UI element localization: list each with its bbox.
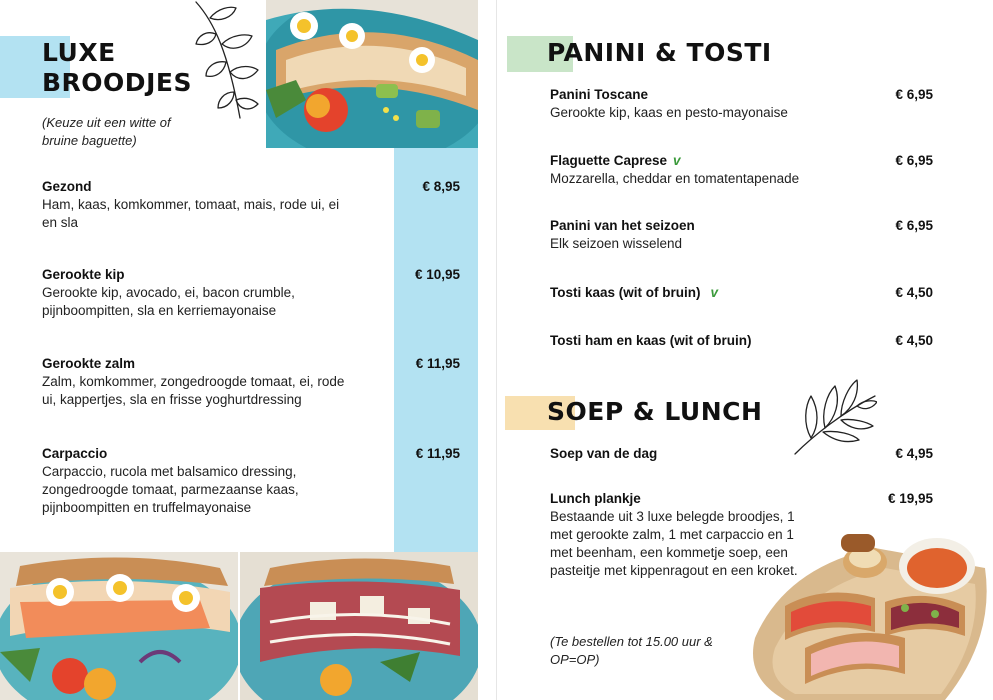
page-left (0, 0, 496, 700)
item-description: Ham, kaas, komkommer, tomaat, mais, rode ui, ei en sla (42, 197, 340, 230)
item-price: € 4,50 (895, 285, 933, 300)
item-price: € 8,95 (422, 179, 460, 194)
photo-gerookte-zalm-broodje (0, 552, 238, 700)
menu-item-gerookte-kip (42, 266, 352, 320)
menu-item-gezond (42, 178, 352, 232)
menu-item-gerookte-zalm (42, 355, 352, 409)
menu-item-tosti-ham-kaas (550, 332, 850, 350)
item-price: € 4,50 (895, 333, 933, 348)
menu-item-carpaccio (42, 445, 352, 517)
menu-item-panini-toscane (550, 86, 820, 122)
item-name: Flaguette Caprese v (550, 153, 681, 168)
item-name: Gezond (42, 179, 92, 194)
menu-item-flaguette-caprese (550, 152, 820, 188)
item-name: Tosti kaas (wit of bruin) v (550, 285, 719, 300)
page-right (497, 0, 993, 700)
item-name: Soep van de dag (550, 446, 658, 461)
leaf-branch-icon (793, 376, 877, 456)
item-name: Lunch plankje (550, 491, 641, 506)
photo-gerookte-kip-broodje (266, 0, 478, 148)
section-title-luxe-broodjes: LUXE BROODJES (42, 38, 192, 97)
leaf-sprig-icon (192, 0, 262, 124)
item-name: Tosti ham en kaas (wit of bruin) (550, 333, 752, 348)
item-price: € 10,95 (414, 267, 460, 282)
vegetarian-icon: v (673, 153, 681, 168)
item-price: € 6,95 (895, 87, 933, 102)
section-title-panini-tosti: PANINI & TOSTI (547, 38, 772, 67)
photo-lunch-plankje (745, 528, 993, 700)
menu-item-panini-seizoen (550, 217, 820, 253)
item-name: Carpaccio (42, 446, 108, 461)
item-price: € 19,95 (887, 491, 933, 506)
item-name: Panini van het seizoen (550, 218, 695, 233)
item-price: € 11,95 (415, 356, 460, 371)
item-price: € 11,95 (415, 446, 460, 461)
item-description: Gerookte kip, avocado, ei, bacon crumble, pijnboompitten, sla en kerriemayonaise (42, 285, 295, 318)
price-column-band (394, 148, 478, 552)
item-name: Gerookte zalm (42, 356, 136, 371)
item-description: Bestaande uit 3 luxe belegde broodjes, 1 met gerookte zalm, 1 met carpaccio en 1 met beenham, een kommetje soep, een pasteitje met kippenragout en een kroket. (550, 509, 798, 578)
item-price: € 6,95 (895, 153, 933, 168)
note-baguette-keuze: (Keuze uit een witte of bruine baguette) (42, 115, 171, 148)
item-price: € 6,95 (895, 218, 933, 233)
menu-item-tosti-kaas (550, 284, 820, 302)
section-title-soep-lunch: SOEP & LUNCH (547, 397, 763, 426)
item-name: Gerookte kip (42, 267, 125, 282)
menu-item-soep-van-de-dag (550, 445, 820, 463)
item-price: € 4,95 (895, 446, 933, 461)
item-description: Zalm, komkommer, zongedroogde tomaat, ei, rode ui, kappertjes, sla en frisse yoghurtdressing (42, 374, 345, 407)
note-bestellen: (Te bestellen tot 15.00 uur & OP=OP) (550, 634, 713, 667)
photo-carpaccio-broodje (240, 552, 478, 700)
item-description: Gerookte kip, kaas en pesto-mayonaise (550, 105, 788, 120)
item-description: Mozzarella, cheddar en tomatentapenade (550, 171, 800, 186)
item-description: Carpaccio, rucola met balsamico dressing, zongedroogde tomaat, parmezaanse kaas, pijnboompitten en truffelmayonaise (42, 464, 299, 515)
vegetarian-icon: v (710, 285, 719, 300)
item-description: Elk seizoen wisselend (550, 236, 683, 251)
item-name: Panini Toscane (550, 87, 649, 102)
